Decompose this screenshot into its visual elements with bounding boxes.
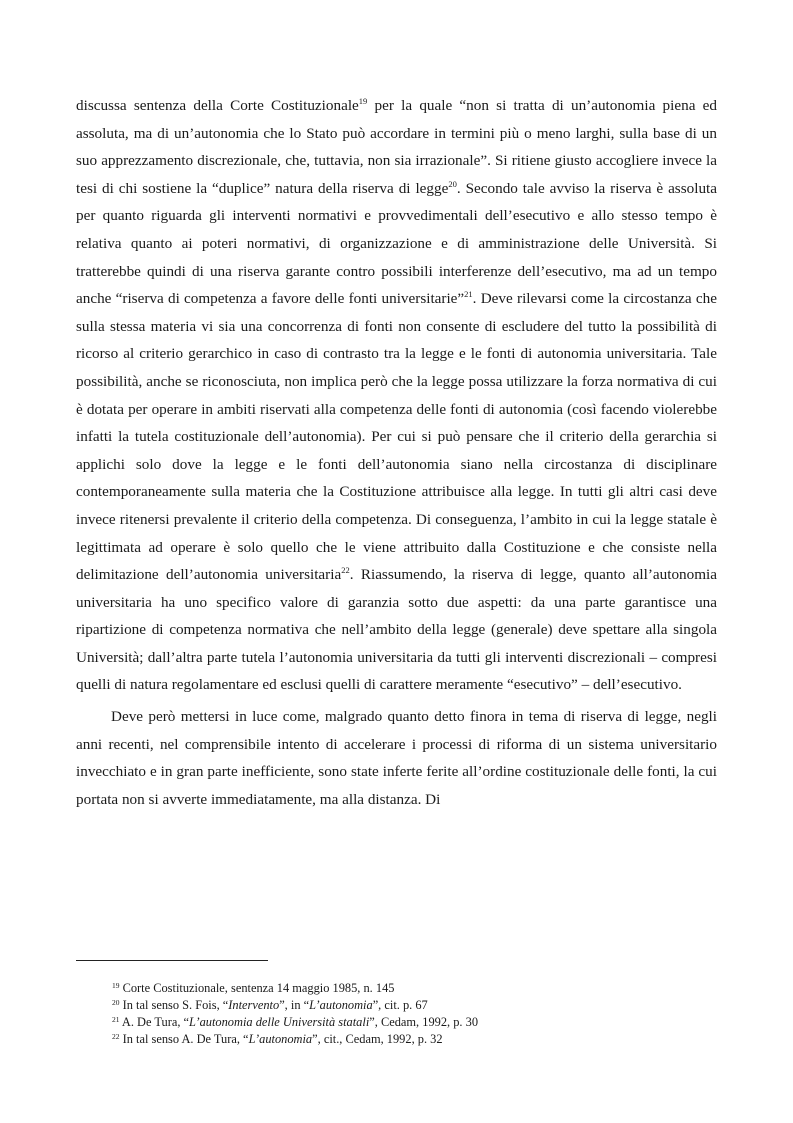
footnotes bbox=[112, 980, 712, 1048]
footnote-title: Intervento bbox=[228, 998, 280, 1012]
paragraph-text: per la quale “non si tratta di un’autonomia piena ed assoluta, ma di un’autonomia che lo Stato può accordare in termini più o meno larghi, sulla base di un suo apprezzamento discrezionale, che, tuttavia, non sia irrazionale”. Si ritiene giusto accogliere invece la tesi di chi sostiene la “duplice” natura della riserva di legge bbox=[76, 97, 718, 197]
footnote-20 bbox=[112, 997, 712, 1014]
footnote-number: 19 bbox=[112, 981, 120, 990]
body-text bbox=[76, 92, 717, 813]
footnote-ref-20[interactable]: 20 bbox=[448, 178, 457, 189]
paragraph-text: . Deve rilevarsi come la circostanza che sulla stessa materia vi sia una concorrenza di fonti non consente di escludere del tutto la possibilità di ricorso al criterio gerarchico in caso di contrasto tra la legge e le fonti di autonomia universitaria. Tale possibilità, anche se riconosciuta, non implica però che la legge possa utilizzare la forza normativa di cui è dotata per operare in ambiti riservati alla competenza delle fonti di autonomia (così facendo violerebbe infatti la tutela costituzionale dell’autonomia). Per cui si può pensare che il criterio della gerarchia si applichi solo dove la legge e le fonti dell’autonomia siano nella circostanza di disciplinare contemporaneamente sulla materia che la Costituzione attribuisce alla legge. In tutti gli altri casi deve invece ritenersi prevalente il criterio della competenza. Di conseguenza, l’ambito in cui la legge statale è legittimata ad operare è solo quello che le viene attribuito dalla Costituzione e che consiste nella delimitazione dell’autonomia universitaria bbox=[76, 290, 717, 584]
footnote-22 bbox=[112, 1031, 712, 1048]
paragraph-2: Deve però mettersi in luce come, malgrado quanto detto finora in tema di riserva di legge, negli anni recenti, nel comprensibile intento di accelerare i processi di riforma di un sistema universitario invecchiato e in gran parte inefficiente, sono state inferte ferite all’ordine costituzionale delle fonti, la cui portata non si avverte immediatamente, ma alla distanza. Di bbox=[76, 708, 717, 808]
footnote-text: ”, Cedam, 1992, p. 30 bbox=[369, 1015, 479, 1029]
footnote-number: 21 bbox=[112, 1015, 120, 1024]
footnote-ref-22[interactable]: 22 bbox=[341, 565, 350, 576]
footnote-ref-19[interactable]: 19 bbox=[358, 96, 368, 106]
footnote-number: 22 bbox=[112, 1032, 120, 1041]
footnote-ref-21[interactable]: 21 bbox=[464, 289, 473, 300]
footnote-text: In tal senso A. De Tura, “ bbox=[119, 1032, 249, 1046]
footnote-title: L’autonomia bbox=[309, 998, 373, 1012]
paragraph-text: discussa sentenza della Corte Costituzionale bbox=[76, 97, 359, 114]
footnote-text: In tal senso S. Fois, “ bbox=[119, 998, 229, 1012]
footnote-title: L’autonomia delle Università statali bbox=[189, 1015, 370, 1029]
footnote-separator bbox=[76, 960, 268, 961]
footnote-text: Corte Costituzionale, sentenza 14 maggio 1985, n. 145 bbox=[119, 981, 395, 995]
footnote-text: ”, cit. p. 67 bbox=[372, 998, 428, 1012]
footnote-text: A. De Tura, “ bbox=[119, 1015, 190, 1029]
footnote-number: 20 bbox=[112, 998, 120, 1007]
paragraph-text: . Secondo tale avviso la riserva è assoluta per quanto riguarda gli interventi normativi e provvedimentali dell’esecutivo e allo stesso tempo è relativa quanto ai poteri normativi, di organizzazione e di amministrazione delle Università. Si tratterebbe quindi di una riserva garante contro possibili interferenze dell’esecutivo, ma ad un tempo anche “riserva di competenza a favore delle fonti universitarie” bbox=[76, 179, 717, 308]
footnote-title: L’autonomia bbox=[248, 1032, 313, 1046]
footnote-19 bbox=[112, 980, 712, 997]
paragraph-text: . Riassumendo, la riserva di legge, quanto all’autonomia universitaria ha uno specifico valore di garanzia sotto due aspetti: da una parte garantisce una ripartizione di competenza normativa che nell’ambito della legge (generale) deve spettare alla singola Università; dall’altra parte tutela l’autonomia universitaria da tutti gli interventi discrezionali – compresi quelli di natura regolamentare ed esclusi quelli di carattere meramente “esecutivo” – dell’esecutivo. bbox=[76, 566, 717, 694]
footnote-text: ”, in “ bbox=[279, 998, 310, 1012]
footnote-text: ”, cit., Cedam, 1992, p. 32 bbox=[312, 1032, 443, 1046]
footnote-21 bbox=[112, 1014, 712, 1031]
paragraph-1 bbox=[76, 92, 717, 699]
